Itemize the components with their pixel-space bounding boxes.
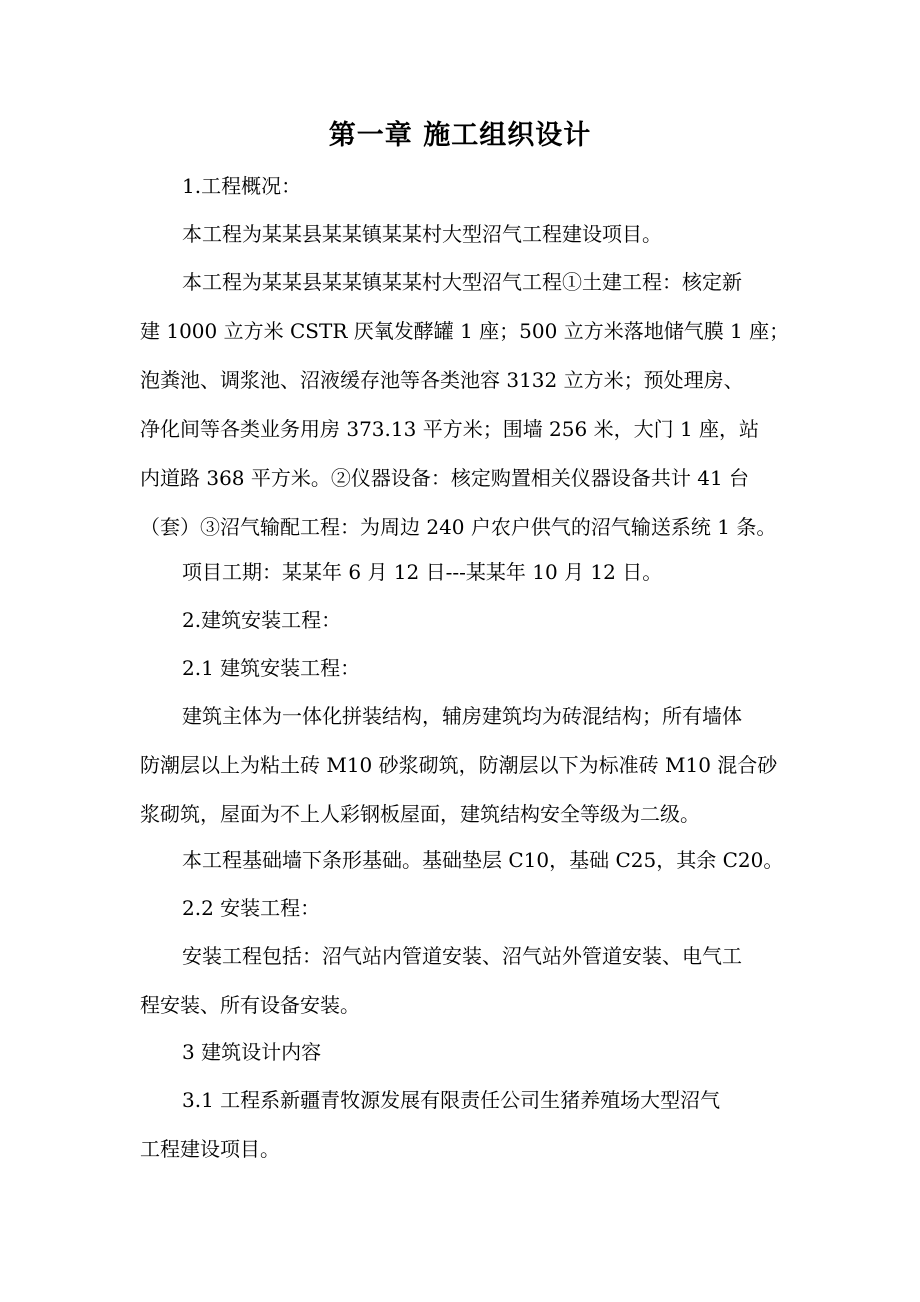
paragraph-project-schedule: [140, 548, 790, 597]
paragraph-line: 3.1 工程系新疆青牧源发展有限责任公司生猪养殖场大型沼气: [182, 1088, 721, 1112]
subsection-heading-2-1: [140, 644, 790, 693]
paragraph-line: 本工程为某某县某某镇某某村大型沼气工程①土建工程：核定新: [182, 270, 742, 294]
paragraph-line: 防潮层以上为粘土砖 M10 砂浆砌筑，防潮层以下为标准砖 M10 混合砂: [140, 753, 778, 777]
paragraph-3-1: [140, 1076, 790, 1174]
paragraph-line: 3 建筑设计内容: [182, 1040, 322, 1064]
section-heading-project-overview: [140, 162, 790, 211]
paragraph-line: 本工程为某某县某某镇某某村大型沼气工程建设项目。: [182, 222, 662, 246]
paragraph-installation-scope: [140, 932, 790, 1030]
section-heading-design-content: [140, 1028, 790, 1077]
chapter-title: 第一章 施工组织设计: [328, 120, 592, 151]
paragraph-project-scope: [140, 258, 790, 552]
paragraph-foundation: [140, 836, 790, 885]
paragraph-line: 建 1000 立方米 CSTR 厌氧发酵罐 1 座；500 立方米落地储气膜 1 座；: [140, 319, 790, 343]
paragraph-line: 工程建设项目。: [140, 1137, 280, 1161]
paragraph-line: 建筑主体为一体化拼装结构，辅房建筑均为砖混结构；所有墙体: [182, 704, 742, 728]
paragraph-building-structure: [140, 692, 790, 839]
paragraph-line: 程安装、所有设备安装。: [140, 993, 360, 1017]
paragraph-line: 本工程基础墙下条形基础。基础垫层 C10，基础 C25，其余 C20。: [182, 848, 784, 872]
subsection-heading-2-2: [140, 884, 790, 933]
paragraph-line: 项目工期：某某年 6 月 12 日---某某年 10 月 12 日。: [182, 560, 663, 584]
paragraph-line: （套）③沼气输配工程：为周边 240 户农户供气的沼气输送系统 1 条。: [140, 515, 777, 539]
paragraph-line: 2.建筑安装工程：: [182, 608, 342, 632]
paragraph-line: 泡粪池、调浆池、沼液缓存池等各类池容 3132 立方米；预处理房、: [140, 368, 744, 392]
paragraph-line: 浆砌筑，屋面为不上人彩钢板屋面，建筑结构安全等级为二级。: [140, 802, 700, 826]
paragraph-project-intro: [140, 210, 790, 259]
paragraph-line: 1.工程概况：: [182, 174, 302, 198]
paragraph-line: 安装工程包括：沼气站内管道安装、沼气站外管道安装、电气工: [182, 944, 742, 968]
paragraph-line: 2.2 安装工程：: [182, 896, 321, 920]
paragraph-line: 内道路 368 平方米。②仪器设备：核定购置相关仪器设备共计 41 台: [140, 466, 750, 490]
section-heading-construction-installation: [140, 596, 790, 645]
paragraph-line: 净化间等各类业务用房 373.13 平方米；围墙 256 米，大门 1 座，站: [140, 417, 760, 441]
paragraph-line: 2.1 建筑安装工程：: [182, 656, 361, 680]
